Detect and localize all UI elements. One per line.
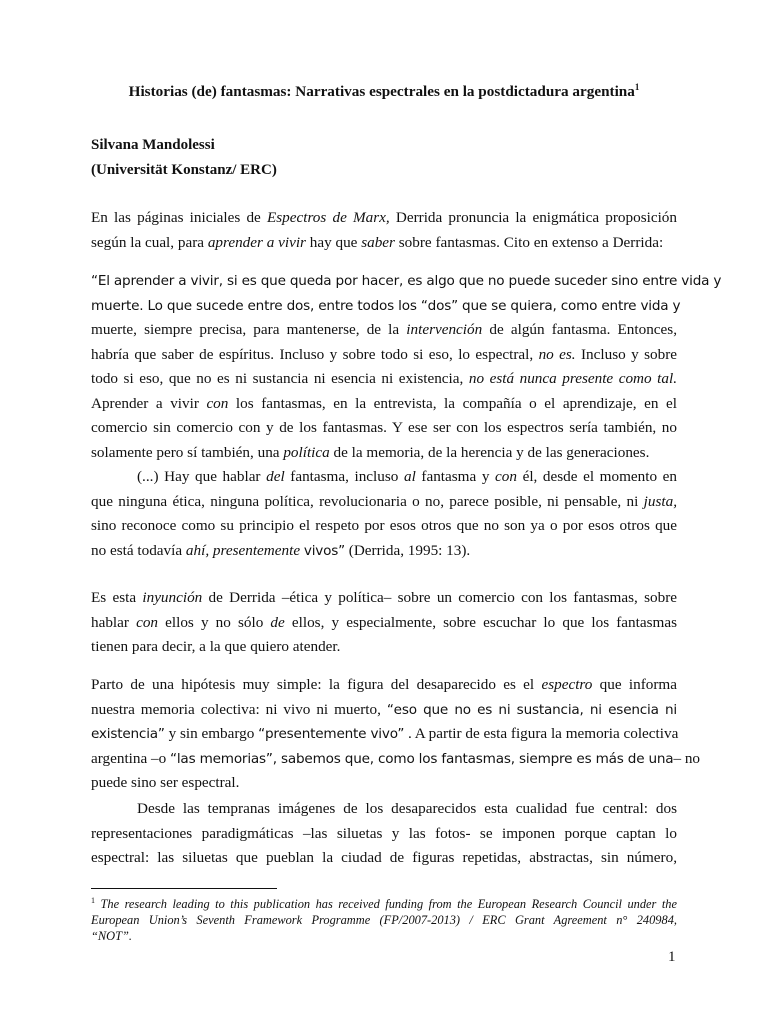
author-affiliation: (Universität Konstanz/ ERC) <box>91 162 277 178</box>
text-line: (...) Hay que hablar del fantasma, incluso al fantasma y con él, desde el momento en <box>137 468 677 485</box>
text-line: puede sino ser espectral. <box>91 774 240 791</box>
text-line: que ninguna ética, ninguna política, revolucionaria o no, parece posible, ni pensable, ni justa, <box>91 492 677 510</box>
text-line: representaciones paradigmáticas –las siluetas y las fotos- se imponen porque captan lo <box>91 824 677 842</box>
text-line: espectral: las siluetas que pueblan la ciudad de figuras repetidas, abstractas, sin número, <box>91 849 677 866</box>
footnote-marker: 1 <box>91 896 95 905</box>
footnote <box>91 893 677 944</box>
text-line: nuestra memoria colectiva: ni vivo ni muerto, “eso que no es ni sustancia, ni esencia ni <box>91 700 677 718</box>
paragraph-intro <box>91 206 677 255</box>
text-line: muerte, siempre precisa, para mantenerse, de la intervención de algún fantasma. Entonces, <box>91 321 677 338</box>
text-line: habría que saber de espíritus. Incluso y sobre todo si eso, lo espectral, no es. Incluso y sobre <box>91 345 677 363</box>
text-line: hablar con ellos y no sólo de ellos, y especialmente, sobre escuchar lo que los fantasmas <box>91 613 677 631</box>
text-line: argentina –o “las memorias”, sabemos que, como los fantasmas, siempre es más de una– no <box>91 749 701 767</box>
text-line: según la cual, para aprender a vivir hay que saber sobre fantasmas. Cito en extenso a Derrida: <box>91 233 664 251</box>
text-line: European Union’s Seventh Framework Programme (FP/2007-2013) / ERC Grant Agreement n° 240984, <box>91 913 677 927</box>
text-line: “El aprender a vivir, si es que queda por hacer, es algo que no puede suceder sino entre vida y <box>91 273 722 289</box>
text-line: solamente pero sí también, una política de la memoria, de la herencia y de las generaciones. <box>91 443 650 461</box>
author-name: Silvana Mandolessi <box>91 137 215 153</box>
paragraph-injunction <box>91 586 677 660</box>
text-line: En las páginas iniciales de Espectros de Marx, Derrida pronuncia la enigmática proposición <box>91 209 677 226</box>
text-line: Aprender a vivir con los fantasmas, en la entrevista, la compañía o el aprendizaje, en el <box>91 394 677 412</box>
text-line: comercio sin comercio con y de los fantasmas. Y ese ser con los espectros sería también, no <box>91 419 677 436</box>
paragraph-hypothesis <box>91 673 701 796</box>
text-line: Desde las tempranas imágenes de los desaparecidos esta cualidad fue central: dos <box>137 800 677 817</box>
footnote-divider <box>91 888 277 889</box>
text-line: “NOT”. <box>91 929 132 943</box>
text-line: $^1$ The research leading to this publication has received funding from the European Research Council under the <box>91 896 677 911</box>
text-line: Es esta inyunción de Derrida –ética y política– sobre un comercio con los fantasmas, sobre <box>91 589 677 606</box>
paragraph-images <box>91 797 677 871</box>
text-line: no está todavía ahí, presentemente vivos” (Derrida, 1995: 13). <box>91 541 471 559</box>
text-line: sino reconoce como su principio el respeto por esos otros que no son ya o por esos otros que <box>91 517 677 534</box>
paper-title: Historias (de) fantasmas: Narrativas espectrales en la postdictadura argentina$^1$ <box>128 82 640 100</box>
block-quote <box>91 269 722 563</box>
text-line: Parto de una hipótesis muy simple: la figura del desaparecido es el espectro que informa <box>91 676 677 693</box>
text-line: muerte. Lo que sucede entre dos, entre todos los “dos” que se quiera, como entre vida y <box>91 297 681 314</box>
title-footnote-marker: 1 <box>634 82 640 92</box>
page-number: 1 <box>668 949 676 965</box>
text-line: existencia” y sin embargo “presentemente vivo” . A partir de esta figura la memoria colectiva <box>91 725 679 742</box>
text-line: tienen para decir, a la que quiero atender. <box>91 638 341 655</box>
text-line: todo si eso, que no es ni sustancia ni esencia ni existencia, no está nunca presente como tal. <box>91 370 677 387</box>
